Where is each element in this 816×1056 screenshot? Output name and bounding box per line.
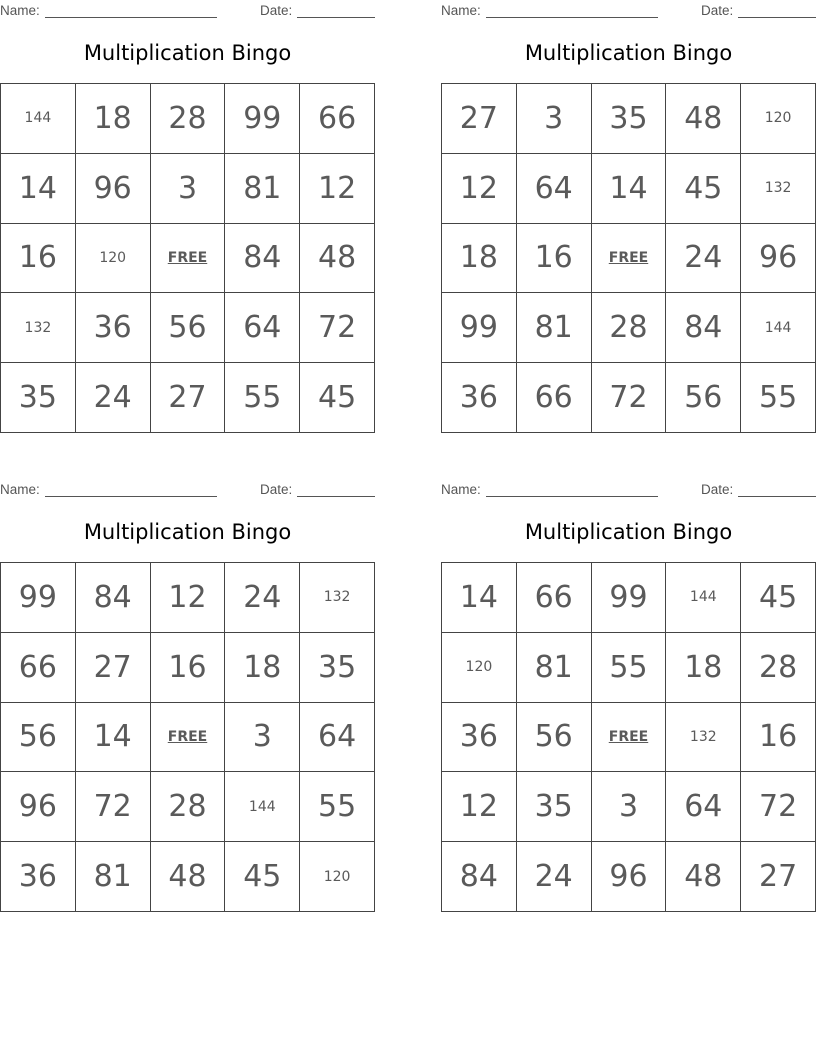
bingo-cell[interactable]: 24 [666, 224, 741, 294]
bingo-cell[interactable]: 120 [76, 224, 151, 294]
bingo-cell[interactable]: 55 [300, 772, 375, 842]
bingo-cell[interactable]: 66 [517, 563, 592, 633]
bingo-cell[interactable]: 48 [151, 842, 226, 912]
bingo-cell[interactable]: 48 [666, 842, 741, 912]
bingo-grid [0, 562, 375, 912]
card-title: Multiplication Bingo [83, 41, 292, 65]
bingo-cell[interactable]: 18 [442, 224, 517, 294]
bingo-cell[interactable]: 132 [666, 703, 741, 773]
bingo-cell[interactable]: 56 [517, 703, 592, 773]
bingo-cell[interactable]: 64 [517, 154, 592, 224]
bingo-cell[interactable]: 132 [1, 293, 76, 363]
bingo-cell[interactable]: 28 [151, 772, 226, 842]
bingo-cell[interactable]: 72 [300, 293, 375, 363]
bingo-cell[interactable]: 28 [592, 293, 667, 363]
date-field-line[interactable] [738, 3, 816, 18]
date-label: Date: [701, 482, 734, 497]
bingo-cell[interactable]: 120 [741, 84, 816, 154]
bingo-cell[interactable]: 36 [442, 703, 517, 773]
bingo-cell[interactable]: 36 [76, 293, 151, 363]
bingo-cell[interactable]: 18 [666, 633, 741, 703]
bingo-cell[interactable]: 144 [225, 772, 300, 842]
bingo-cell[interactable]: 84 [442, 842, 517, 912]
bingo-cell[interactable]: 35 [1, 363, 76, 433]
bingo-cell[interactable]: 24 [76, 363, 151, 433]
bingo-cell[interactable]: 84 [225, 224, 300, 294]
free-space[interactable]: FREE [151, 224, 226, 294]
bingo-cell[interactable]: 81 [76, 842, 151, 912]
bingo-cell[interactable]: 144 [741, 293, 816, 363]
bingo-cell[interactable]: 35 [517, 772, 592, 842]
date-field-line[interactable] [738, 482, 816, 497]
name-label: Name: [441, 482, 481, 497]
bingo-cell[interactable]: 120 [442, 633, 517, 703]
bingo-cell[interactable]: 16 [1, 224, 76, 294]
bingo-cell[interactable]: 3 [225, 703, 300, 773]
bingo-cell[interactable]: 81 [517, 293, 592, 363]
bingo-cell[interactable]: 16 [151, 633, 226, 703]
card-title: Multiplication Bingo [524, 41, 733, 65]
bingo-cell[interactable]: 35 [300, 633, 375, 703]
bingo-cell[interactable]: 72 [592, 363, 667, 433]
bingo-cell[interactable]: 16 [517, 224, 592, 294]
bingo-cell[interactable]: 18 [76, 84, 151, 154]
bingo-cell[interactable]: 55 [592, 633, 667, 703]
bingo-cell[interactable]: 48 [300, 224, 375, 294]
name-date-row [0, 3, 375, 19]
bingo-cell[interactable]: 14 [1, 154, 76, 224]
bingo-cell[interactable]: 14 [442, 563, 517, 633]
name-label: Name: [0, 482, 40, 497]
free-space[interactable]: FREE [592, 224, 667, 294]
name-date-row [441, 3, 816, 19]
bingo-cell[interactable]: 55 [741, 363, 816, 433]
bingo-cell[interactable]: 66 [517, 363, 592, 433]
bingo-cell[interactable]: 27 [741, 842, 816, 912]
bingo-cell[interactable]: 96 [76, 154, 151, 224]
bingo-cell[interactable]: 28 [151, 84, 226, 154]
bingo-cell[interactable]: 144 [1, 84, 76, 154]
bingo-cell[interactable]: 3 [592, 772, 667, 842]
bingo-cell[interactable]: 28 [741, 633, 816, 703]
date-label: Date: [260, 3, 293, 18]
bingo-cell[interactable]: 24 [225, 563, 300, 633]
bingo-cell[interactable]: 96 [592, 842, 667, 912]
name-field-line[interactable] [45, 3, 217, 18]
name-label: Name: [0, 3, 40, 18]
bingo-cell[interactable]: 36 [1, 842, 76, 912]
bingo-cell[interactable]: 27 [151, 363, 226, 433]
bingo-cell[interactable]: 12 [151, 563, 226, 633]
bingo-cell[interactable]: 132 [741, 154, 816, 224]
bingo-cell[interactable]: 64 [300, 703, 375, 773]
bingo-cell[interactable]: 84 [666, 293, 741, 363]
bingo-cell[interactable]: 45 [225, 842, 300, 912]
bingo-cell[interactable]: 99 [225, 84, 300, 154]
date-label: Date: [701, 3, 734, 18]
bingo-cell[interactable]: 120 [300, 842, 375, 912]
name-label: Name: [441, 3, 481, 18]
free-space[interactable]: FREE [151, 703, 226, 773]
bingo-cell[interactable]: 96 [1, 772, 76, 842]
bingo-cell[interactable]: 12 [442, 772, 517, 842]
bingo-cell[interactable]: 81 [517, 633, 592, 703]
bingo-cell[interactable]: 84 [76, 563, 151, 633]
bingo-cell[interactable]: 12 [300, 154, 375, 224]
bingo-cell[interactable]: 16 [741, 703, 816, 773]
card-title: Multiplication Bingo [83, 520, 292, 544]
free-space[interactable]: FREE [592, 703, 667, 773]
bingo-cell[interactable]: 18 [225, 633, 300, 703]
bingo-cell[interactable]: 66 [1, 633, 76, 703]
bingo-cell[interactable]: 56 [151, 293, 226, 363]
bingo-cell[interactable]: 12 [442, 154, 517, 224]
bingo-cell[interactable]: 27 [442, 84, 517, 154]
bingo-cell[interactable]: 132 [300, 563, 375, 633]
card-title: Multiplication Bingo [524, 520, 733, 544]
name-field-line[interactable] [486, 482, 658, 497]
name-date-row [441, 482, 816, 498]
bingo-cell[interactable]: 144 [666, 563, 741, 633]
bingo-cell[interactable]: 81 [225, 154, 300, 224]
name-date-row [0, 482, 375, 498]
bingo-cell[interactable]: 99 [592, 563, 667, 633]
bingo-cell[interactable]: 14 [592, 154, 667, 224]
bingo-cell[interactable]: 35 [592, 84, 667, 154]
bingo-cell[interactable]: 56 [1, 703, 76, 773]
bingo-cell[interactable]: 14 [76, 703, 151, 773]
bingo-cell[interactable]: 3 [517, 84, 592, 154]
bingo-cell[interactable]: 64 [225, 293, 300, 363]
bingo-grid [0, 83, 375, 433]
bingo-cell[interactable]: 24 [517, 842, 592, 912]
bingo-cell[interactable]: 99 [442, 293, 517, 363]
bingo-cell[interactable]: 96 [741, 224, 816, 294]
bingo-cell[interactable]: 36 [442, 363, 517, 433]
bingo-cell[interactable]: 99 [1, 563, 76, 633]
bingo-cell[interactable]: 66 [300, 84, 375, 154]
bingo-cell[interactable]: 72 [76, 772, 151, 842]
bingo-cell[interactable]: 45 [741, 563, 816, 633]
bingo-cell[interactable]: 27 [76, 633, 151, 703]
bingo-cell[interactable]: 48 [666, 84, 741, 154]
bingo-grid [441, 83, 816, 433]
bingo-grid [441, 562, 816, 912]
bingo-cell[interactable]: 45 [300, 363, 375, 433]
name-field-line[interactable] [45, 482, 217, 497]
bingo-cell[interactable]: 55 [225, 363, 300, 433]
bingo-cell[interactable]: 45 [666, 154, 741, 224]
name-field-line[interactable] [486, 3, 658, 18]
bingo-cell[interactable]: 64 [666, 772, 741, 842]
bingo-cell[interactable]: 3 [151, 154, 226, 224]
date-field-line[interactable] [297, 482, 375, 497]
bingo-cell[interactable]: 56 [666, 363, 741, 433]
date-field-line[interactable] [297, 3, 375, 18]
date-label: Date: [260, 482, 293, 497]
bingo-cell[interactable]: 72 [741, 772, 816, 842]
